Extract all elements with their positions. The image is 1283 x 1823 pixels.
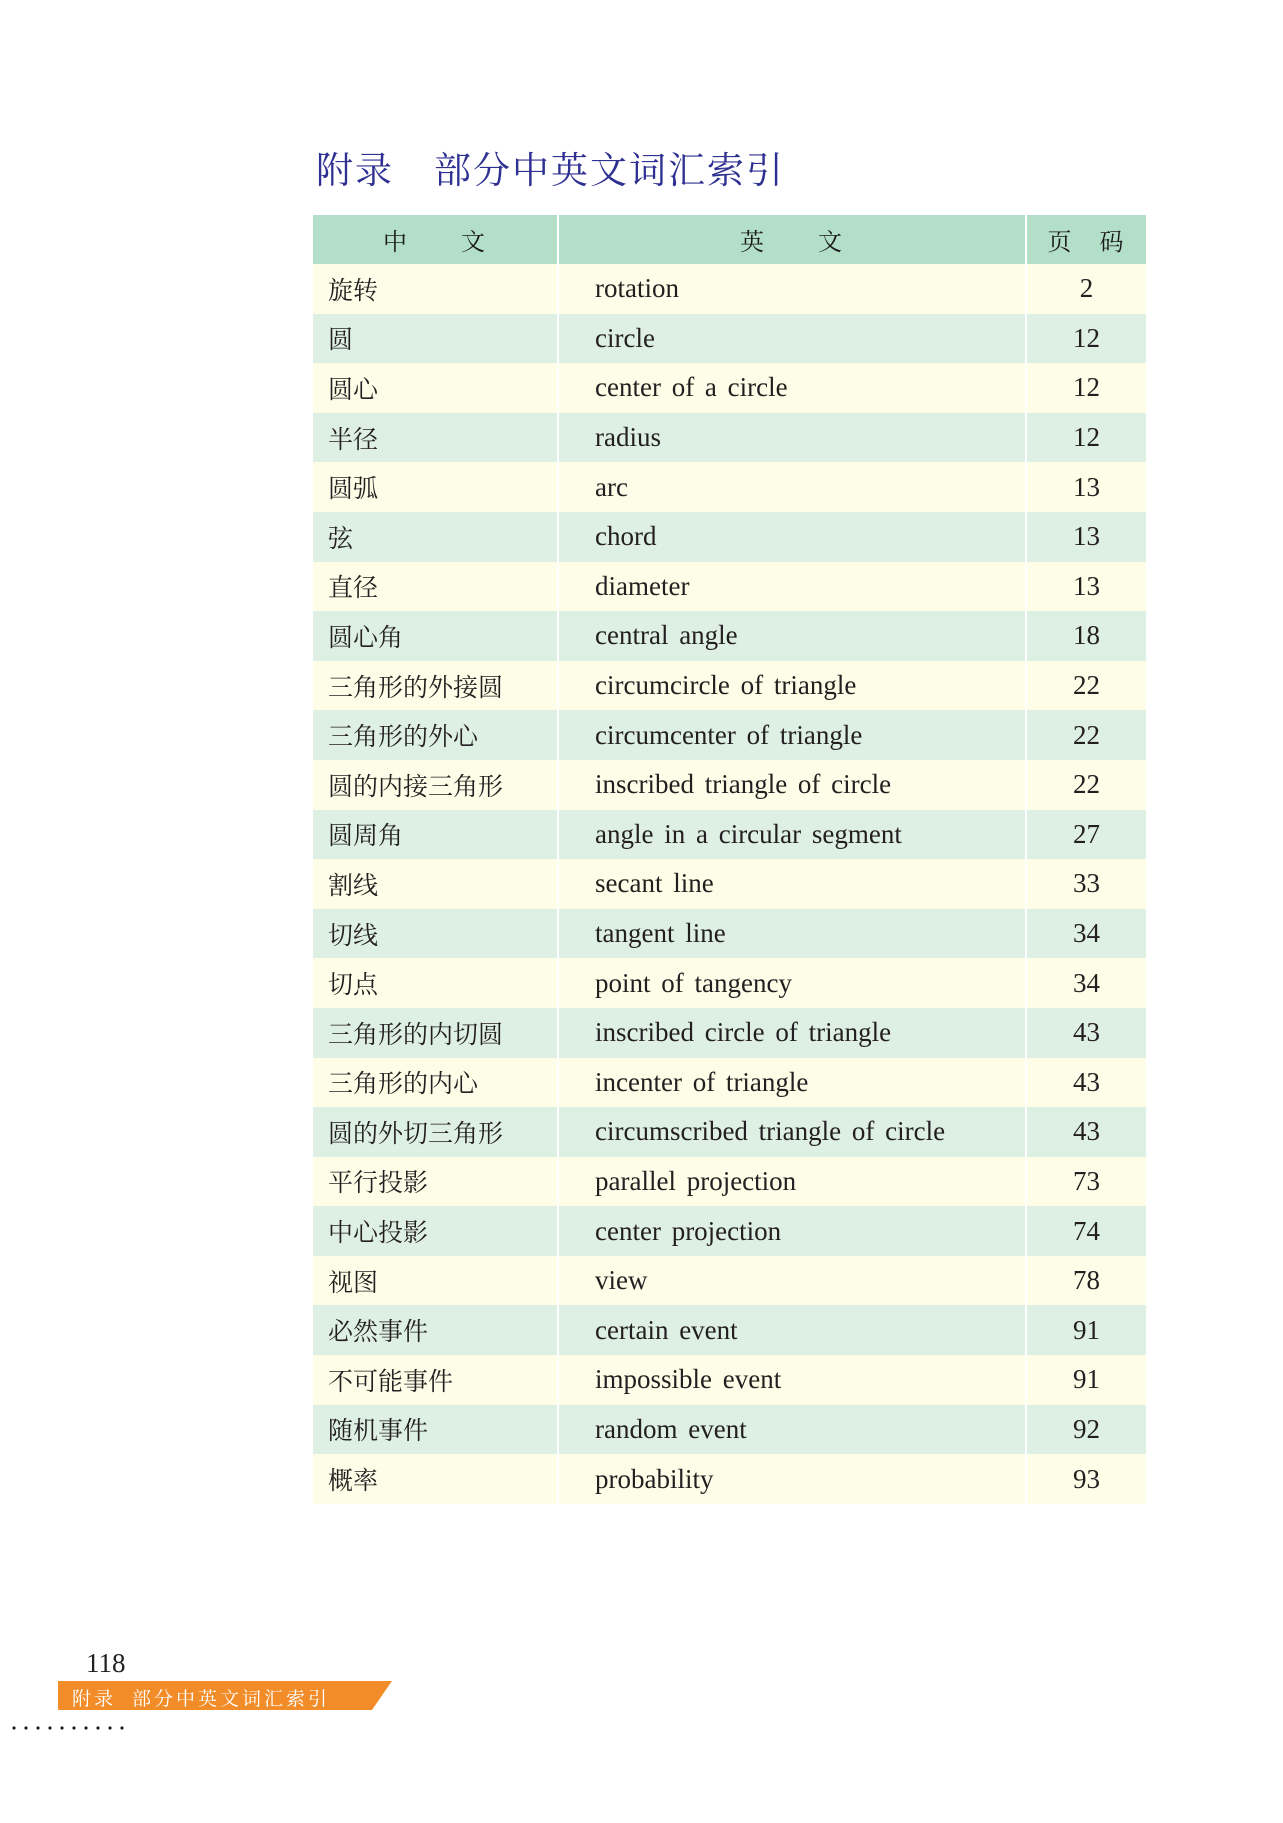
table-row <box>313 512 1146 562</box>
table-row <box>313 562 1146 612</box>
cell-english: circumcenter of triangle <box>558 710 1026 760</box>
footer-subject: 部分中英文词汇索引 <box>132 1688 331 1710</box>
cell-english: incenter of triangle <box>558 1058 1026 1108</box>
footer-section-label <box>72 1684 330 1711</box>
table-row <box>313 264 1146 314</box>
cell-page: 2 <box>1026 264 1146 314</box>
cell-chinese: 圆 <box>313 314 558 364</box>
cell-chinese: 三角形的外接圆 <box>313 661 558 711</box>
cell-english: circle <box>558 314 1026 364</box>
cell-page: 12 <box>1026 314 1146 364</box>
cell-english: diameter <box>558 562 1026 612</box>
cell-page: 13 <box>1026 462 1146 512</box>
cell-english: random event <box>558 1405 1026 1455</box>
cell-chinese: 半径 <box>313 413 558 463</box>
cell-english: inscribed triangle of circle <box>558 760 1026 810</box>
table-row <box>313 1206 1146 1256</box>
vocabulary-index-table <box>313 215 1146 1504</box>
cell-english: center projection <box>558 1206 1026 1256</box>
table-row <box>313 760 1146 810</box>
cell-chinese: 直径 <box>313 562 558 612</box>
table-row <box>313 909 1146 959</box>
cell-page: 91 <box>1026 1355 1146 1405</box>
cell-chinese: 圆的内接三角形 <box>313 760 558 810</box>
cell-page: 91 <box>1026 1305 1146 1355</box>
cell-chinese: 平行投影 <box>313 1157 558 1207</box>
header-english: 英 文 <box>558 215 1026 264</box>
cell-page: 13 <box>1026 562 1146 612</box>
title-subject: 部分中英文词汇索引 <box>434 149 785 192</box>
table-row <box>313 1107 1146 1157</box>
table-row <box>313 1355 1146 1405</box>
cell-page: 18 <box>1026 611 1146 661</box>
cell-chinese: 不可能事件 <box>313 1355 558 1405</box>
table-row <box>313 958 1146 1008</box>
cell-english: circumscribed triangle of circle <box>558 1107 1026 1157</box>
page-number: 118 <box>86 1648 126 1678</box>
cell-english: central angle <box>558 611 1026 661</box>
cell-page: 43 <box>1026 1058 1146 1108</box>
table-row <box>313 314 1146 364</box>
table-header-row <box>313 215 1146 264</box>
table-row <box>313 1454 1146 1504</box>
cell-chinese: 中心投影 <box>313 1206 558 1256</box>
cell-english: angle in a circular segment <box>558 810 1026 860</box>
cell-page: 12 <box>1026 363 1146 413</box>
cell-page: 22 <box>1026 710 1146 760</box>
cell-chinese: 旋转 <box>313 264 558 314</box>
cell-page: 27 <box>1026 810 1146 860</box>
footer-appendix: 附录 <box>72 1688 117 1710</box>
cell-page: 22 <box>1026 760 1146 810</box>
footer-dotted-rule <box>8 1726 130 1730</box>
cell-english: chord <box>558 512 1026 562</box>
cell-chinese: 圆弧 <box>313 462 558 512</box>
table-row <box>313 462 1146 512</box>
cell-chinese: 割线 <box>313 859 558 909</box>
cell-chinese: 圆周角 <box>313 810 558 860</box>
cell-chinese: 切点 <box>313 958 558 1008</box>
cell-english: tangent line <box>558 909 1026 959</box>
cell-english: radius <box>558 413 1026 463</box>
cell-chinese: 必然事件 <box>313 1305 558 1355</box>
cell-chinese: 圆的外切三角形 <box>313 1107 558 1157</box>
cell-english: rotation <box>558 264 1026 314</box>
cell-page: 22 <box>1026 661 1146 711</box>
cell-chinese: 圆心 <box>313 363 558 413</box>
cell-page: 13 <box>1026 512 1146 562</box>
table-row <box>313 363 1146 413</box>
table-row <box>313 859 1146 909</box>
cell-english: secant line <box>558 859 1026 909</box>
header-chinese: 中 文 <box>313 215 558 264</box>
cell-english: point of tangency <box>558 958 1026 1008</box>
table-row <box>313 1058 1146 1108</box>
cell-english: center of a circle <box>558 363 1026 413</box>
table-row <box>313 661 1146 711</box>
cell-english: parallel projection <box>558 1157 1026 1207</box>
cell-page: 34 <box>1026 958 1146 1008</box>
cell-english: arc <box>558 462 1026 512</box>
cell-page: 93 <box>1026 1454 1146 1504</box>
cell-page: 43 <box>1026 1008 1146 1058</box>
page-title <box>316 140 785 194</box>
cell-english: probability <box>558 1454 1026 1504</box>
cell-english: view <box>558 1256 1026 1306</box>
cell-english: inscribed circle of triangle <box>558 1008 1026 1058</box>
header-page: 页 码 <box>1026 215 1146 264</box>
cell-chinese: 随机事件 <box>313 1405 558 1455</box>
cell-chinese: 视图 <box>313 1256 558 1306</box>
cell-chinese: 三角形的内切圆 <box>313 1008 558 1058</box>
cell-chinese: 圆心角 <box>313 611 558 661</box>
table-row <box>313 710 1146 760</box>
cell-english: impossible event <box>558 1355 1026 1405</box>
table-row <box>313 611 1146 661</box>
table-row <box>313 1305 1146 1355</box>
table-row <box>313 413 1146 463</box>
cell-chinese: 三角形的外心 <box>313 710 558 760</box>
table-row <box>313 1157 1146 1207</box>
table-row <box>313 1008 1146 1058</box>
title-appendix: 附录 <box>316 149 394 192</box>
cell-page: 33 <box>1026 859 1146 909</box>
cell-page: 12 <box>1026 413 1146 463</box>
table-row <box>313 1405 1146 1455</box>
cell-chinese: 三角形的内心 <box>313 1058 558 1108</box>
cell-page: 34 <box>1026 909 1146 959</box>
cell-chinese: 弦 <box>313 512 558 562</box>
cell-page: 78 <box>1026 1256 1146 1306</box>
cell-chinese: 切线 <box>313 909 558 959</box>
cell-chinese: 概率 <box>313 1454 558 1504</box>
cell-english: certain event <box>558 1305 1026 1355</box>
table-row <box>313 810 1146 860</box>
cell-page: 73 <box>1026 1157 1146 1207</box>
cell-english: circumcircle of triangle <box>558 661 1026 711</box>
cell-page: 92 <box>1026 1405 1146 1455</box>
table-row <box>313 1256 1146 1306</box>
cell-page: 74 <box>1026 1206 1146 1256</box>
cell-page: 43 <box>1026 1107 1146 1157</box>
